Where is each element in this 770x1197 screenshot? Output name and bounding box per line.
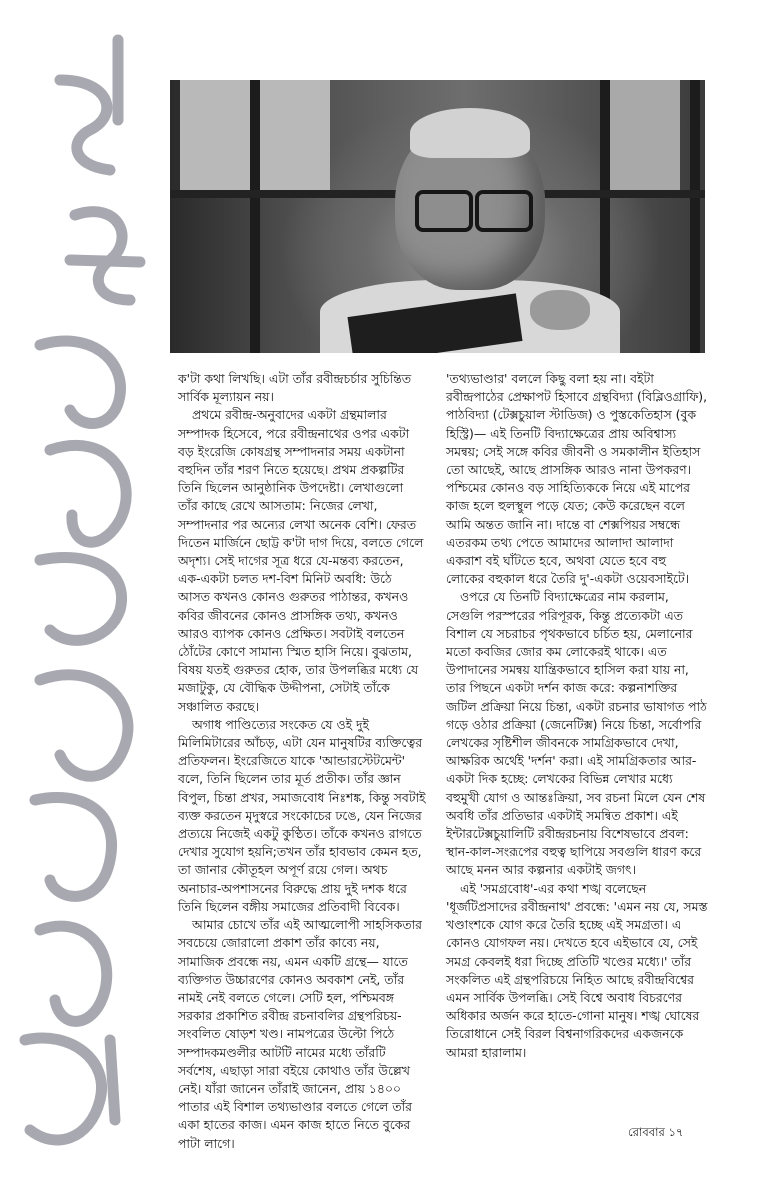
paragraph: ওপরে যে তিনটি বিদ্যাক্ষেত্রের নাম করলাম, সেগুলি পরস্পরের পরিপূরক, কিন্তু প্রত্যেকটা এত বিশাল যে সচরাচর পৃথকভাবে চর্চিত হয়, মেলানোর মতো কবজির জোর কম লোকেরই থাকে। এত উপাদানের সমন্বয় যান্ত্রিকভাবে হাসিল করা যায় না, তার পিছনে একটা দর্শন কাজ করে: কল্পনাশক্তির জটিল প্রক্রিয়া নিয়ে চিন্তা, একটা রচনার ভাষাগত পাঠ গড়ে ওঠার প্রক্রিয়া (জেনেটিক্স) নিয়ে চিন্তা, সর্বোপরি লেখকের সৃষ্টিশীল জীবনকে সামগ্রিকভাবে দেখা, আক্ষরিক অর্থেই 'দর্শন' করা। এই সামগ্রিকতার আর-একটা দিক হচ্ছে: লেখকের বিভিন্ন লেখার মধ্যে বহুমুখী যোগ ও আন্তঃক্রিয়া, সব রচনা মিলে যেন শেষ অবধি তাঁর প্রতিভার একটাই সমন্বিত প্রকাশ। এই ইন্টারটেক্সচুয়ালিটি রবীন্দ্ররচনায় বিশেষভাবে প্রবল: স্থান-কাল-সংরূপের বহুত্ব ছাপিয়ে সবগুলি ধারণ করে আছে মনন আর কল্পনার একটাই জগৎ। — [446, 589, 707, 878]
portrait-photo — [170, 80, 705, 353]
handwritten-signature — [0, 0, 165, 1197]
paragraph: 'তথ্যভাণ্ডার' বললে কিছু বলা হয় না। বইটা রবীন্দ্রপাঠের প্রেক্ষাপট হিসাবে গ্রন্থবিদ্যা (বিব্লিওগ্রাফি), পাঠবিদ্যা (টেক্সচুয়াল স্টাডিজ) ও পুস্তকেতিহাস (বুক হিস্ট্রি)— এই তিনটি বিদ্যাক্ষেত্রের প্রায় অবিশ্বাস্য সমন্বয়; সেই সঙ্গে কবির জীবনী ও সমকালীন ইতিহাস তো আছেই, আছে প্রাসঙ্গিক আরও নানা উপকরণ। পশ্চিমের কোনও বড় সাহিত্যিককে নিয়ে এই মাপের কাজ হলে হুলস্থুল পড়ে যেত; কেউ করেছেন বলে আমি অন্তত জানি না। দান্তে বা শেক্সপিয়র সম্বন্ধে এতরকম তথ্য পেতে আমাদের আলাদা আলাদা একরাশ বই ঘাঁটতে হবে, অথবা যেতে হবে বহু লোকের বহুকাল ধরে তৈরি দু'-একটা ওয়েবসাইটে। — [446, 371, 708, 587]
article-column-left — [178, 370, 426, 1153]
page-footer: রোববার ১৭ — [628, 1125, 684, 1139]
paragraph: এই 'সমগ্রবোধ'-এর কথা শঙ্খ বলেছেন 'ধূর্জটিপ্রসাদের রবীন্দ্রনাথ' প্রবন্ধে: 'এমন নয় যে, সমস্ত খণ্ডাংশকে যোগ করে তৈরি হচ্ছে এই সমগ্রতা। এ কোনও যোগফল নয়। দেখতে হবে এইভাবে যে, সেই সমগ্র কেবলই ধরা দিচ্ছে প্রতিটি খণ্ডের মধ্যে।' তাঁর সংকলিত এই গ্রন্থপরিচয়ে নিহিত আছে রবীন্দ্রবিশ্বের এমন সার্বিক উপলব্ধি। সেই বিশ্বে অবাধ বিচরণের অধিকার অর্জন করে হাতে-গোনা মানুষ। শঙ্খ ঘোষের তিরোধানে সেই বিরল বিশ্বনাগরিকদের একজনকে আমরা হারালাম। — [446, 880, 708, 1060]
paragraph: আমার চোখে তাঁর এই আত্মলোপী সাহসিকতার সবচেয়ে জোরালো প্রকাশ তাঁর কাব্যে নয়, সামাজিক প্রবন্ধে নয়, এমন একটি গ্রন্থে— যাতে ব্যক্তিগত উচ্চারণের কোনও অবকাশ নেই, তাঁর নামই নেই বলতে গেলে। সেটি হল, পশ্চিমবঙ্গ সরকার প্রকাশিত রবীন্দ্র রচনাবলির গ্রন্থপরিচয়-সংবলিত ষোড়শ খণ্ড। নামপত্রের উল্টো পিঠে সম্পাদকমণ্ডলীর আটটি নামের মধ্যে তাঁরটি সর্বশেষ, এছাড়া সারা বইয়ে কোথাও তাঁর উল্লেখ নেই। যাঁরা জানেন তাঁরাই জানেন, প্রায় ১৪০০ পাতার এই বিশাল তথ্যভাণ্ডার বলতে গেলে তাঁর একা হাতের কাজ। এমন কাজ হাতে নিতে বুকের পাটা লাগে। — [178, 917, 422, 1151]
paragraph: ক'টা কথা লিখছি। এটা তাঁর রবীন্দ্রচর্চার সুচিন্তিত সার্বিক মূল্যায়ন নয়। — [178, 371, 412, 405]
paragraph: প্রথমে রবীন্দ্র-অনুবাদের একটা গ্রন্থমালার সম্পাদক হিসেবে, পরে রবীন্দ্রনাথের ওপর একটা বড় ইংরেজি কোষগ্রন্থ সম্পাদনার সময় একটানা বহুদিন তাঁর শরণ নিতে হয়েছে। প্রথম প্রকল্পটির তিনি ছিলেন আনুষ্ঠানিক উপদেষ্টা। লেখাগুলো তাঁর কাছে রেখে আসতাম: নিজের লেখা, সম্পাদনার পর অন্যের লেখা অনেক বেশি। ফেরত দিতেন মার্জিনে ছোট্ট ক'টা দাগ দিয়ে, বলতে গেলে অদৃশ্য। সেই দাগের সূত্র ধরে যে-মন্তব্য করতেন, এক-একটা চলত দশ-বিশ মিনিট অবধি: উঠে আসত কখনও কোনও গুরুতর পাঠান্তর, কখনও কবির জীবনের কোনও প্রাসঙ্গিক তথ্য, কখনও আরও ব্যাপক কোনও প্রেক্ষিত। সবটাই বলতেন ঠোঁটের কোণে সামান্য স্মিত হাসি নিয়ে। বুঝতাম, বিষয় যতই গুরুতর হোক, তার উপলব্ধির মধ্যে যে মজাটুকু, যে বৌদ্ধিক উদ্দীপনা, সেটাই তাঁকে সঞ্চালিত করছে। — [178, 407, 424, 714]
article-column-right — [446, 370, 708, 1062]
paragraph: অগাধ পাণ্ডিত্যের সংকেত যে ওই দুই মিলিমিটারের আঁচড়, এটা যেন মানুষটির ব্যক্তিত্বের প্রতিফলন। ইংরেজিতে যাকে 'আন্ডারস্টেটমেন্ট' বলে, তিনি ছিলেন তার মূর্ত প্রতীক। তাঁর জ্ঞান বিপুল, চিন্তা প্রখর, সমাজবোধ নিঃশঙ্ক, কিন্তু সবটাই ব্যক্ত করতেন মৃদুস্বরে সংকোচের ঢঙে, যেন নিজের প্রত্যয়ে নিজেই একটু কুণ্ঠিত। তাঁকে কখনও রাগতে দেখার সুযোগ হয়নি;তখন তাঁর হাবভাব কেমন হত, তা জানার কৌতূহল অপূর্ণ রয়ে গেল। অথচ অনাচার-অপশাসনের বিরুদ্ধে প্রায় দুই দশক ধরে তিনি ছিলেন বঙ্গীয় সমাজের প্রতিবাদী বিবেক। — [178, 716, 426, 914]
